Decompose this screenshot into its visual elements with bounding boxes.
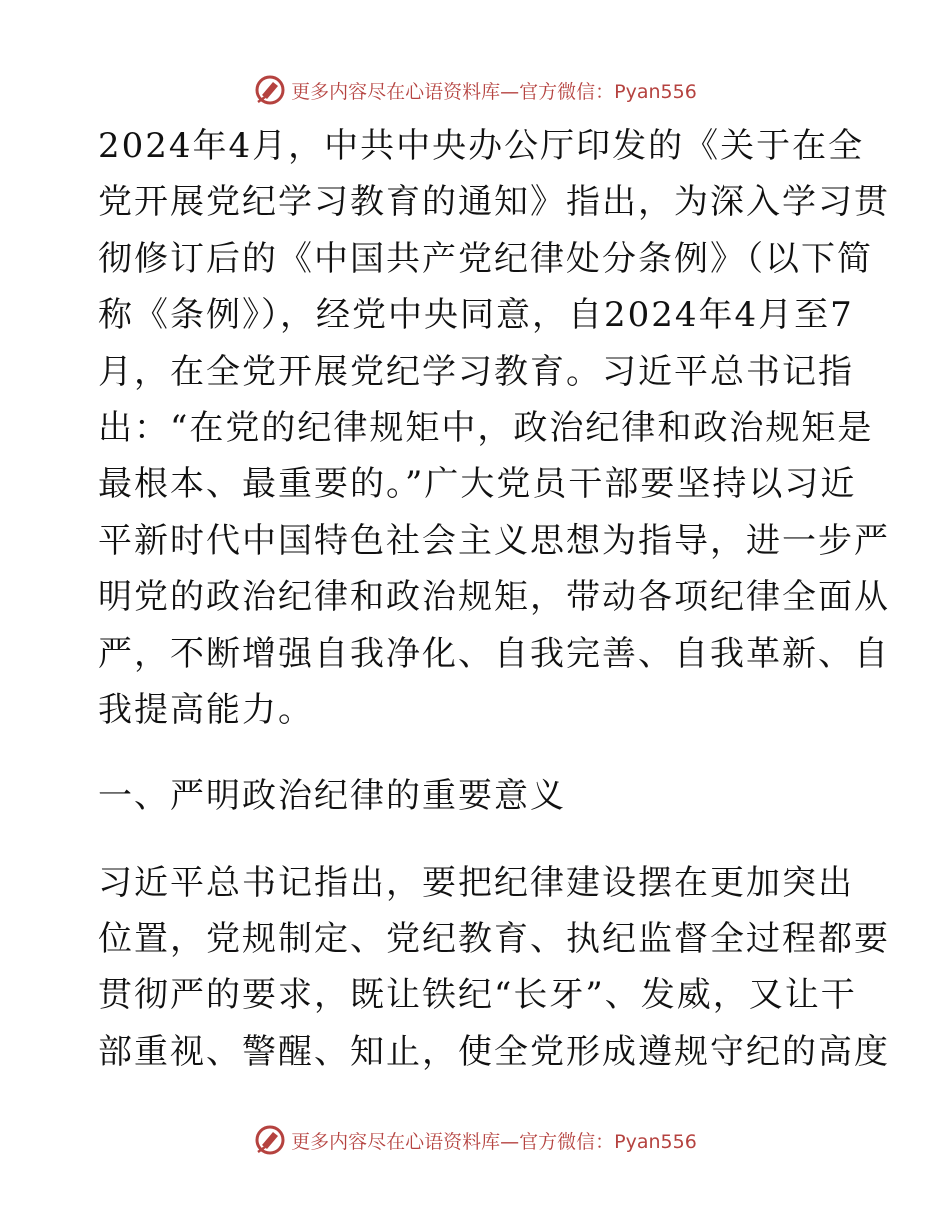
watermark-text: 更多内容尽在心语资料库—官方微信：Pyan556 [291, 80, 697, 103]
text-line: 我提高能力。 [98, 689, 314, 730]
text-line: 出：“在党的纪律规矩中，政治纪律和政治规矩是 [98, 407, 874, 448]
text-line: 月，在全党开展党纪学习教育。习近平总书记指 [98, 351, 854, 392]
text-line: 彻修订后的《中国共产党纪律处分条例》（以下简 [98, 238, 873, 279]
text-line: 部重视、警醒、知止，使全党形成遵规守纪的高度 [98, 1031, 890, 1072]
watermark-footer [0, 1120, 950, 1160]
watermark-text: 更多内容尽在心语资料库—官方微信：Pyan556 [291, 1130, 697, 1153]
text-line: 习近平总书记指出，要把纪律建设摆在更加突出 [98, 862, 854, 903]
document-body [98, 118, 890, 1080]
text-line: 2024年4月，中共中央办公厅印发的《关于在全 [98, 126, 865, 166]
seal-logo-icon [253, 73, 287, 107]
text-line: 称《条例》），经党中央同意，自2024年4月至7 [98, 295, 854, 336]
section-heading: 一、严明政治纪律的重要意义 [98, 776, 566, 817]
text-line: 明党的政治纪律和政治规矩，带动各项纪律全面从 [98, 577, 890, 618]
seal-logo-icon [253, 1123, 287, 1157]
text-line: 严，不断增强自我净化、自我完善、自我革新、自 [98, 633, 890, 674]
text-line: 贯彻严的要求，既让铁纪“长牙”、发威，又让干 [98, 975, 857, 1016]
watermark-header [0, 70, 950, 110]
text-line: 平新时代中国特色社会主义思想为指导，进一步严 [98, 520, 890, 561]
text-line: 最根本、最重要的。”广大党员干部要坚持以习近 [98, 464, 857, 505]
text-line: 党开展党纪学习教育的通知》指出，为深入学习贯 [98, 182, 890, 223]
text-line: 位置，党规制定、党纪教育、执纪监督全过程都要 [98, 919, 890, 960]
